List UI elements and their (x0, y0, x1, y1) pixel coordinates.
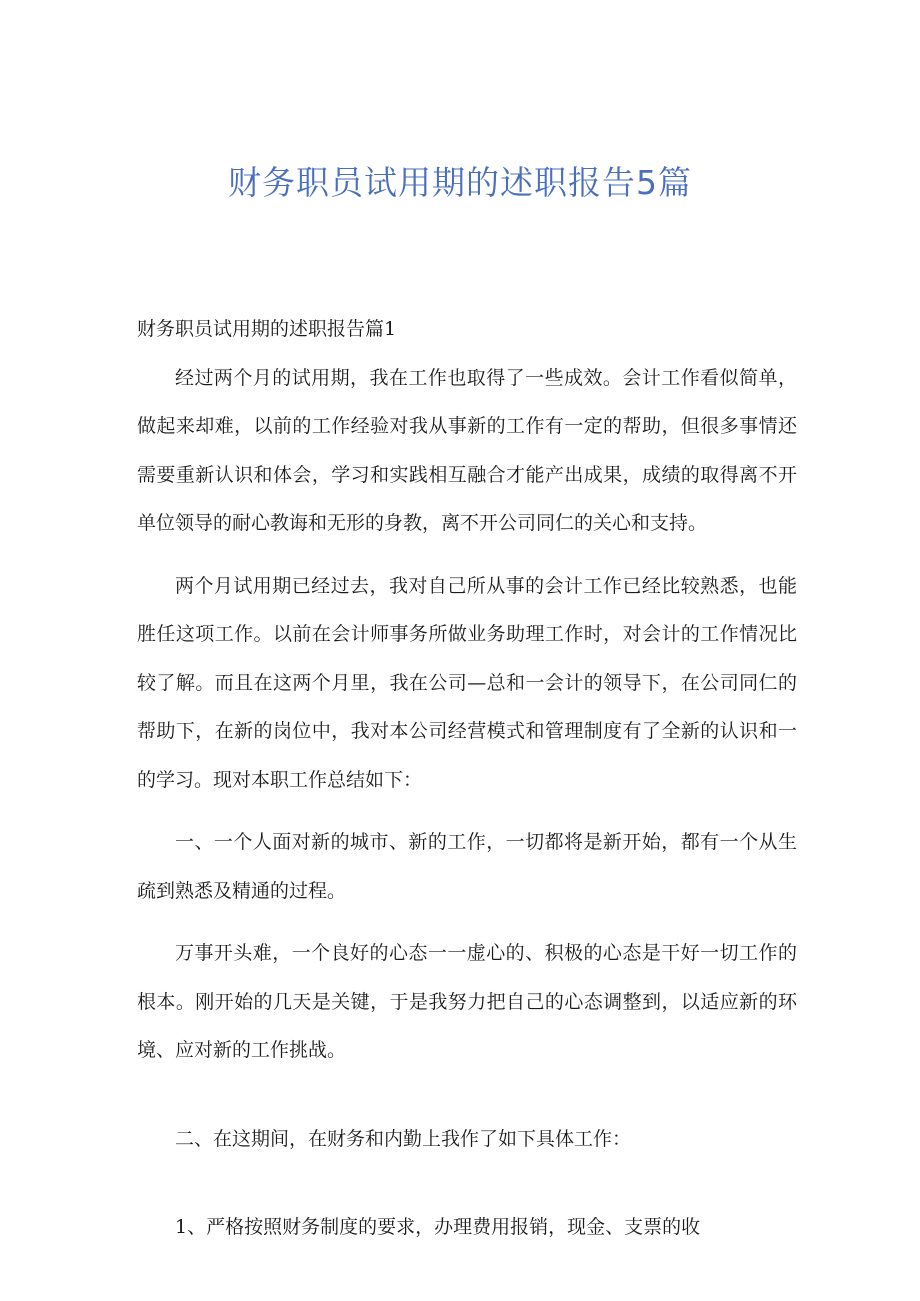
paragraph-2: 两个月试用期已经过去，我对自己所从事的会计工作已经比较熟悉，也能胜任这项工作。以前在会计师事务所做业务助理工作时，对会计的工作情况比较了解。而且在这两个月里，我在公司—总和一会计的领导下，在公司同仁的帮助下，在新的岗位中，我对本公司经营模式和管理制度有了全新的认识和一的学习。现对本职工作总结如下： (137, 574, 797, 791)
section-heading: 财务职员试用期的述职报告篇1 (137, 318, 397, 340)
paragraph-5: 二、在这期间，在财务和内勤上我作了如下具体工作： (175, 1127, 632, 1150)
paragraph-3: 一、一个人面对新的城市、新的工作，一切都将是新开始，都有一个从生疏到熟悉及精通的过程。 (137, 831, 797, 902)
paragraph-1: 经过两个月的试用期，我在工作也取得了一些成效。会计工作看似简单，做起来却难，以前的工作经验对我从事新的工作有一定的帮助，但很多事情还需要重新认识和体会，学习和实践相互融合才能产出成果，成绩的取得离不开单位领导的耐心教诲和无形的身教，离不开公司同仁的关心和支持。 (137, 366, 797, 534)
paragraph-4: 万事开头难，一个良好的心态一一虚心的、积极的心态是干好一切工作的根本。刚开始的几天是关键，于是我努力把自己的心态调整到，以适应新的环境、应对新的工作挑战。 (137, 942, 797, 1061)
paragraph-6: 1、严格按照财务制度的要求，办理费用报销，现金、支票的收 (175, 1216, 701, 1238)
document-title: 财务职员试用期的述职报告5篇 (228, 163, 692, 202)
document-body (137, 305, 797, 1252)
